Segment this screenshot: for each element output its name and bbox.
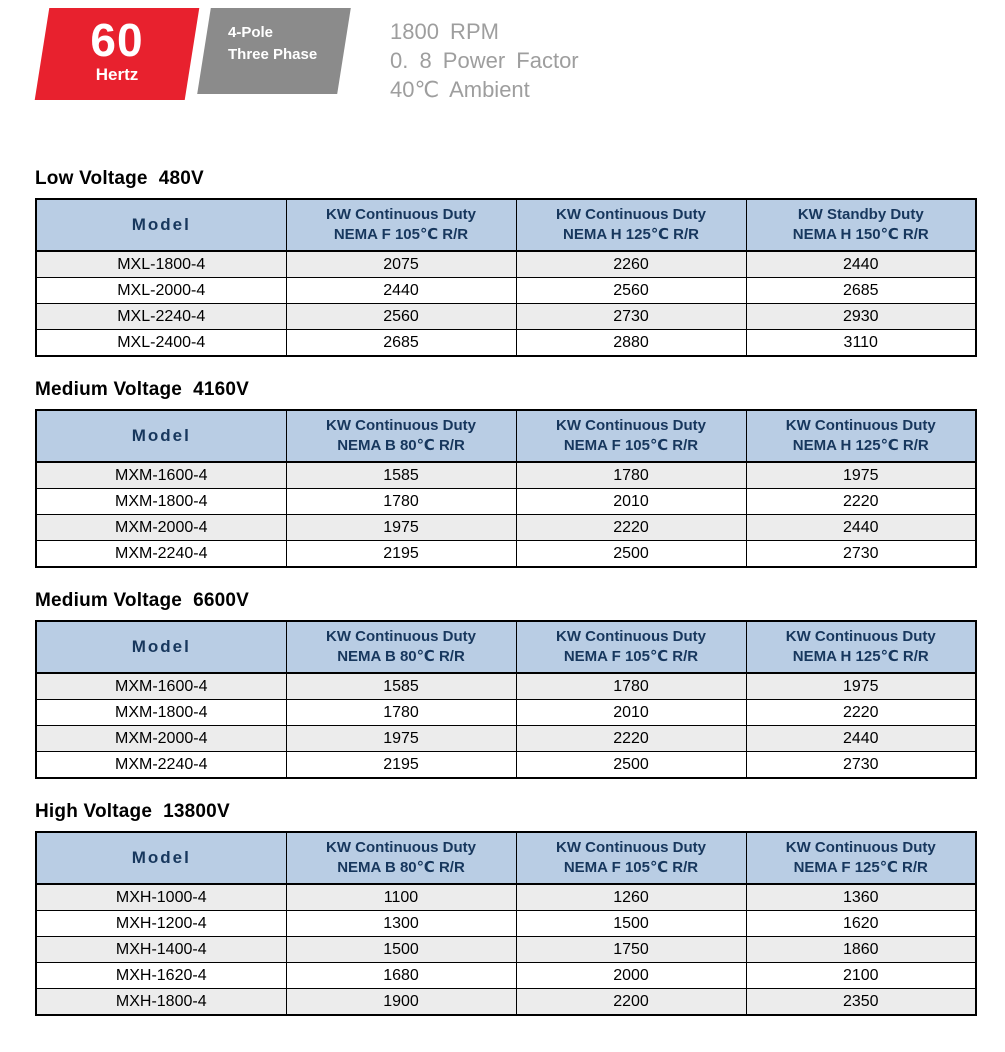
column-header-line: KW Continuous Duty (785, 628, 936, 645)
value-cell: 2000 (516, 963, 746, 989)
section-title-text: Medium Voltage (35, 379, 183, 400)
table-row (36, 884, 976, 911)
value-cell: 2440 (746, 726, 976, 752)
value-cell: 2685 (746, 278, 976, 304)
value-cell: 2930 (746, 304, 976, 330)
column-header (286, 621, 516, 673)
column-header-line: KW Continuous Duty (556, 628, 706, 645)
section-title-text: High Voltage (35, 801, 153, 822)
table-row (36, 752, 976, 779)
value-cell: 1750 (516, 937, 746, 963)
value-cell: 2220 (516, 726, 746, 752)
column-header-model (36, 410, 286, 462)
model-cell: MXH-1000-4 (36, 884, 286, 911)
value-cell: 2440 (286, 278, 516, 304)
column-header-model (36, 199, 286, 251)
value-cell: 1260 (516, 884, 746, 911)
column-header (286, 832, 516, 884)
value-cell: 2350 (746, 989, 976, 1016)
value-cell: 2730 (516, 304, 746, 330)
value-cell: 1975 (746, 673, 976, 700)
value-cell: 1360 (746, 884, 976, 911)
value-cell: 2195 (286, 541, 516, 568)
value-cell: 1780 (286, 700, 516, 726)
column-header (286, 410, 516, 462)
table-row (36, 937, 976, 963)
model-cell: MXL-1800-4 (36, 251, 286, 278)
value-cell: 2440 (746, 515, 976, 541)
model-cell: MXH-1200-4 (36, 911, 286, 937)
column-header-line: Model (131, 215, 191, 234)
column-header-line: NEMA H 125℃ R/R (792, 437, 929, 454)
spec-table-low-voltage (35, 198, 977, 357)
value-cell: 2730 (746, 541, 976, 568)
column-header (516, 199, 746, 251)
value-cell: 2685 (286, 330, 516, 357)
column-header-line: KW Continuous Duty (785, 839, 936, 856)
column-header (516, 621, 746, 673)
column-header-line: NEMA F 125℃ R/R (793, 859, 928, 876)
header-banner (0, 0, 1005, 110)
section-medium-voltage-6600v (35, 590, 975, 779)
column-header-line: NEMA F 105℃ R/R (563, 437, 699, 454)
value-cell: 2260 (516, 251, 746, 278)
value-cell: 2730 (746, 752, 976, 779)
section-voltage: 6600V (193, 590, 250, 611)
column-header-line: KW Continuous Duty (556, 206, 706, 223)
column-header-model (36, 621, 286, 673)
column-header-line: Model (131, 848, 191, 867)
column-header (746, 199, 976, 251)
table-row (36, 489, 976, 515)
column-header-line: NEMA B 80℃ R/R (337, 437, 465, 454)
model-cell: MXM-2240-4 (36, 752, 286, 779)
column-header-line: KW Continuous Duty (326, 206, 476, 223)
model-cell: MXM-2000-4 (36, 726, 286, 752)
value-cell: 1975 (286, 515, 516, 541)
value-cell: 2500 (516, 752, 746, 779)
value-cell: 1620 (746, 911, 976, 937)
column-header (516, 832, 746, 884)
section-high-voltage-13800v (35, 801, 975, 1016)
section-title-text: Medium Voltage (35, 590, 183, 611)
section-title (35, 801, 975, 823)
table-row (36, 541, 976, 568)
column-header-model (36, 832, 286, 884)
value-cell: 1680 (286, 963, 516, 989)
value-cell: 1500 (286, 937, 516, 963)
table-row (36, 251, 976, 278)
section-title-text: Low Voltage (35, 168, 148, 189)
table-row (36, 963, 976, 989)
column-header-line: NEMA H 150℃ R/R (792, 226, 929, 243)
value-cell: 1780 (516, 462, 746, 489)
frequency-badge-content (42, 8, 192, 100)
section-medium-voltage-4160v (35, 379, 975, 568)
model-cell: MXM-1800-4 (36, 489, 286, 515)
column-header-line: NEMA H 125℃ R/R (792, 648, 929, 665)
value-cell: 2220 (746, 700, 976, 726)
model-cell: MXM-1600-4 (36, 462, 286, 489)
model-cell: MXM-1600-4 (36, 673, 286, 700)
column-header-line: KW Continuous Duty (785, 417, 936, 434)
value-cell: 2075 (286, 251, 516, 278)
value-cell: 1585 (286, 673, 516, 700)
spec-list (390, 17, 579, 104)
column-header (286, 199, 516, 251)
value-cell: 1780 (286, 489, 516, 515)
spec-line-ambient: 40℃ Ambient (390, 77, 530, 102)
content (0, 110, 1005, 1052)
value-cell: 1860 (746, 937, 976, 963)
table-row (36, 989, 976, 1016)
column-header-line: NEMA H 125℃ R/R (563, 226, 699, 243)
table-row (36, 700, 976, 726)
column-header (516, 410, 746, 462)
column-header-line: KW Continuous Duty (326, 839, 476, 856)
table-header-row (36, 832, 976, 884)
column-header-line: KW Standby Duty (797, 206, 924, 223)
spec-table-medium-voltage-6600 (35, 620, 977, 779)
value-cell: 3110 (746, 330, 976, 357)
phase-label: Three Phase (228, 46, 318, 63)
column-header-line: NEMA B 80℃ R/R (337, 648, 465, 665)
section-voltage: 480V (158, 168, 204, 189)
model-cell: MXM-2240-4 (36, 541, 286, 568)
column-header-line: Model (131, 426, 191, 445)
spec-line-rpm: 1800 RPM (390, 19, 499, 44)
table-row (36, 673, 976, 700)
column-header (746, 410, 976, 462)
model-cell: MXL-2000-4 (36, 278, 286, 304)
pole-label: 4-Pole (228, 24, 274, 41)
column-header-line: KW Continuous Duty (556, 417, 706, 434)
value-cell: 1975 (286, 726, 516, 752)
table-row (36, 726, 976, 752)
table-header-row (36, 410, 976, 462)
model-cell: MXL-2400-4 (36, 330, 286, 357)
frequency-value: 60 (90, 14, 144, 66)
frequency-badge (35, 8, 200, 100)
value-cell: 1500 (516, 911, 746, 937)
value-cell: 1975 (746, 462, 976, 489)
column-header (746, 621, 976, 673)
pole-phase-badge-content (204, 8, 344, 94)
column-header-line: KW Continuous Duty (556, 839, 706, 856)
spec-table-high-voltage (35, 831, 977, 1016)
section-title (35, 379, 975, 401)
column-header-line: Model (131, 637, 191, 656)
column-header-line: KW Continuous Duty (326, 628, 476, 645)
column-header-line: NEMA F 105℃ R/R (563, 859, 699, 876)
model-cell: MXH-1620-4 (36, 963, 286, 989)
section-voltage: 13800V (163, 801, 230, 822)
column-header-line: NEMA F 105℃ R/R (333, 226, 469, 243)
value-cell: 2500 (516, 541, 746, 568)
frequency-unit: Hertz (95, 65, 139, 85)
value-cell: 2010 (516, 489, 746, 515)
model-cell: MXH-1400-4 (36, 937, 286, 963)
value-cell: 2880 (516, 330, 746, 357)
table-row (36, 304, 976, 330)
value-cell: 2100 (746, 963, 976, 989)
column-header (746, 832, 976, 884)
table-row (36, 911, 976, 937)
section-voltage: 4160V (193, 379, 250, 400)
value-cell: 2200 (516, 989, 746, 1016)
table-row (36, 462, 976, 489)
value-cell: 2220 (516, 515, 746, 541)
value-cell: 2195 (286, 752, 516, 779)
pole-phase-badge (197, 8, 351, 94)
value-cell: 2010 (516, 700, 746, 726)
spec-line-power-factor: 0. 8 Power Factor (390, 48, 579, 73)
table-row (36, 278, 976, 304)
spec-table-medium-voltage-4160 (35, 409, 977, 568)
model-cell: MXM-2000-4 (36, 515, 286, 541)
value-cell: 1100 (286, 884, 516, 911)
value-cell: 1300 (286, 911, 516, 937)
section-title (35, 590, 975, 612)
value-cell: 1585 (286, 462, 516, 489)
value-cell: 2220 (746, 489, 976, 515)
value-cell: 2560 (286, 304, 516, 330)
column-header-line: KW Continuous Duty (326, 417, 476, 434)
table-row (36, 515, 976, 541)
table-header-row (36, 621, 976, 673)
value-cell: 2440 (746, 251, 976, 278)
section-low-voltage-480v (35, 168, 975, 357)
value-cell: 2560 (516, 278, 746, 304)
model-cell: MXL-2240-4 (36, 304, 286, 330)
value-cell: 1900 (286, 989, 516, 1016)
column-header-line: NEMA B 80℃ R/R (337, 859, 465, 876)
column-header-line: NEMA F 105℃ R/R (563, 648, 699, 665)
section-title (35, 168, 975, 190)
table-row (36, 330, 976, 357)
value-cell: 1780 (516, 673, 746, 700)
table-header-row (36, 199, 976, 251)
model-cell: MXM-1800-4 (36, 700, 286, 726)
model-cell: MXH-1800-4 (36, 989, 286, 1016)
